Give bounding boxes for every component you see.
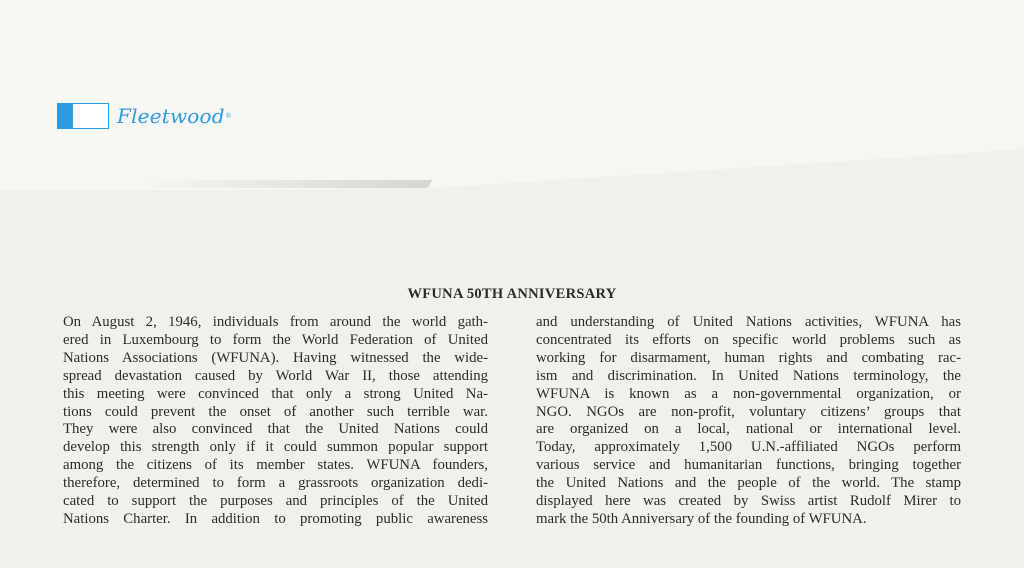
text-line: cated to support the purposes and principles of the United xyxy=(63,493,488,510)
article-title: WFUNA 50TH ANNIVERSARY xyxy=(407,286,617,302)
text-line: NGO. NGOs are non-profit, voluntary citizens’ groups that xyxy=(536,403,961,420)
flap-shadow xyxy=(138,180,433,188)
text-line: WFUNA is known as a non-governmental organization, or xyxy=(536,385,961,402)
text-line: working for disarmament, human rights and combating rac- xyxy=(536,349,961,366)
text-line: ism and discrimination. In United Nations terminology, the xyxy=(536,367,961,384)
text-line: concentrated its efforts on specific world problems such as xyxy=(536,331,961,348)
text-line: spread devastation caused by World War II, those attending xyxy=(63,367,488,384)
text-line: Today, approximately 1,500 U.N.-affiliated NGOs perform xyxy=(536,439,961,456)
text-line: Nations Charter. In addition to promoting public awareness xyxy=(63,510,488,527)
text-column-left xyxy=(63,314,488,529)
text-line: tions could prevent the onset of another such terrible war. xyxy=(63,403,488,420)
logo-fill xyxy=(58,104,73,128)
text-line: On August 2, 1946, individuals from around the world gath- xyxy=(63,314,488,330)
logo-wordmark: Fleetwood xyxy=(117,104,225,128)
fleetwood-logo xyxy=(57,102,231,130)
text-line: displayed here was created by Swiss artist Rudolf Mirer to xyxy=(536,493,961,510)
text-line: Nations Associations (WFUNA). Having witnessed the wide- xyxy=(63,349,488,366)
text-line: are organized on a local, national or international level. xyxy=(536,421,961,438)
text-line: therefore, determined to form a grassroots organization dedi- xyxy=(63,475,488,492)
text-line: various service and humanitarian functions, bringing together xyxy=(536,457,961,474)
text-line: this meeting were convinced that only a strong United Na- xyxy=(63,385,488,402)
text-line: They were also convinced that the United Nations could xyxy=(63,421,488,438)
envelope-flap xyxy=(0,0,1024,190)
text-line: mark the 50th Anniversary of the founding of WFUNA. xyxy=(536,510,867,527)
text-line: ered in Luxembourg to form the World Federation of United xyxy=(63,331,488,348)
text-line: the United Nations and the people of the world. The stamp xyxy=(536,475,961,492)
text-column-right xyxy=(536,314,961,529)
registered-mark: ® xyxy=(225,112,232,120)
text-line: and understanding of United Nations activities, WFUNA has xyxy=(536,314,961,330)
logo-box-icon xyxy=(57,103,109,129)
text-line: develop this strength only if it could summon popular support xyxy=(63,439,488,456)
text-line: among the citizens of its member states. WFUNA founders, xyxy=(63,457,488,474)
